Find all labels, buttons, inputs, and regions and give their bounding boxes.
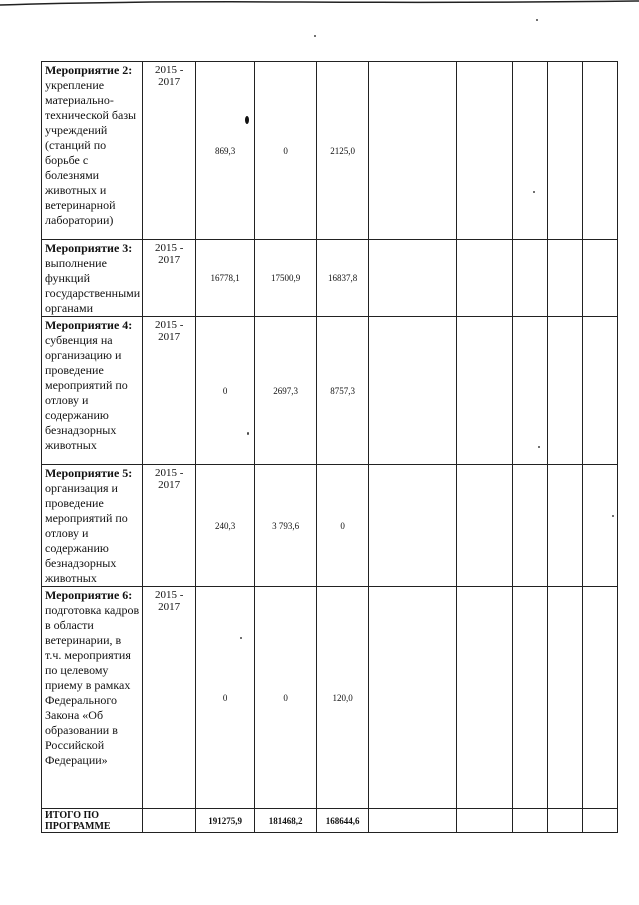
value-2015-cell: 869,3	[196, 62, 255, 240]
empty-cell	[583, 317, 618, 465]
event-description: выполнение функций государственными органами	[45, 256, 141, 315]
empty-cell	[548, 240, 583, 317]
value-2016-cell: 0	[255, 587, 317, 809]
value-2017-cell: 2125,0	[317, 62, 369, 240]
empty-cell	[369, 317, 457, 465]
empty-cell	[583, 240, 618, 317]
event-name-cell	[42, 317, 143, 465]
empty-cell	[583, 587, 618, 809]
empty-cell	[457, 465, 513, 587]
empty-cell	[548, 317, 583, 465]
empty-cell	[513, 587, 548, 809]
event-name-cell	[42, 465, 143, 587]
scan-speck	[245, 116, 249, 124]
event-title: Мероприятие 5:	[45, 466, 133, 480]
empty-cell	[457, 587, 513, 809]
scan-speck	[247, 432, 249, 435]
table-row	[42, 62, 618, 240]
period-cell	[143, 809, 196, 833]
event-name-cell	[42, 240, 143, 317]
event-title: Мероприятие 6:	[45, 588, 133, 602]
value-2017-cell: 16837,8	[317, 240, 369, 317]
empty-cell	[457, 240, 513, 317]
value-2015-cell: 16778,1	[196, 240, 255, 317]
empty-cell	[369, 62, 457, 240]
period-cell: 2015 - 2017	[143, 240, 196, 317]
scan-speck	[533, 191, 535, 193]
table-row	[42, 465, 618, 587]
event-description: организация и проведение мероприятий по отлову и содержанию безнадзорных животных	[45, 481, 128, 585]
empty-cell	[513, 809, 548, 833]
value-2016-cell: 17500,9	[255, 240, 317, 317]
empty-cell	[583, 62, 618, 240]
event-title: Мероприятие 4:	[45, 318, 133, 332]
period-cell: 2015 - 2017	[143, 62, 196, 240]
period-cell: 2015 - 2017	[143, 587, 196, 809]
scan-speck	[240, 637, 242, 639]
value-2016-cell: 0	[255, 62, 317, 240]
event-description: субвенция на организацию и проведение мероприятий по отлову и содержанию безнадзорных животных	[45, 333, 128, 452]
total-2016-cell: 181468,2	[255, 809, 317, 833]
total-label: ИТОГО ПО ПРОГРАММЕ	[42, 809, 143, 833]
period-cell: 2015 - 2017	[143, 317, 196, 465]
scan-speck	[536, 19, 538, 21]
empty-cell	[513, 465, 548, 587]
value-2015-cell: 0	[196, 317, 255, 465]
empty-cell	[457, 317, 513, 465]
empty-cell	[513, 317, 548, 465]
total-2015-cell: 191275,9	[196, 809, 255, 833]
scan-speck	[314, 35, 316, 37]
empty-cell	[369, 465, 457, 587]
empty-cell	[513, 240, 548, 317]
event-description: подготовка кадров в области ветеринарии, в т.ч. мероприятия по целевому приему в рамках Федерального Закона «Об образовании в Российской Федерации»	[45, 603, 140, 767]
empty-cell	[457, 809, 513, 833]
empty-cell	[548, 62, 583, 240]
event-name-cell	[42, 62, 143, 240]
table-row	[42, 587, 618, 809]
event-name-cell	[42, 587, 143, 809]
value-2017-cell: 0	[317, 465, 369, 587]
empty-cell	[548, 587, 583, 809]
value-2015-cell: 0	[196, 587, 255, 809]
empty-cell	[513, 62, 548, 240]
empty-cell	[548, 465, 583, 587]
scan-speck	[612, 515, 614, 517]
event-title: Мероприятие 3:	[45, 241, 133, 255]
scan-top-edge	[0, 0, 639, 6]
value-2016-cell: 3 793,6	[255, 465, 317, 587]
value-2017-cell: 120,0	[317, 587, 369, 809]
value-2015-cell: 240,3	[196, 465, 255, 587]
empty-cell	[369, 240, 457, 317]
empty-cell	[369, 809, 457, 833]
table-row	[42, 317, 618, 465]
table-row	[42, 240, 618, 317]
event-title: Мероприятие 2:	[45, 63, 133, 77]
value-2016-cell: 2697,3	[255, 317, 317, 465]
event-description: укрепление материально-технической базы учреждений (станций по борьбе с болезнями животных и ветеринарной лаборатории)	[45, 78, 137, 227]
period-cell: 2015 - 2017	[143, 465, 196, 587]
program-funding-table	[41, 61, 618, 833]
empty-cell	[548, 809, 583, 833]
empty-cell	[457, 62, 513, 240]
empty-cell	[583, 465, 618, 587]
value-2017-cell: 8757,3	[317, 317, 369, 465]
scan-speck	[538, 446, 540, 448]
total-2017-cell: 168644,6	[317, 809, 369, 833]
empty-cell	[583, 809, 618, 833]
empty-cell	[369, 587, 457, 809]
total-row	[42, 809, 618, 833]
